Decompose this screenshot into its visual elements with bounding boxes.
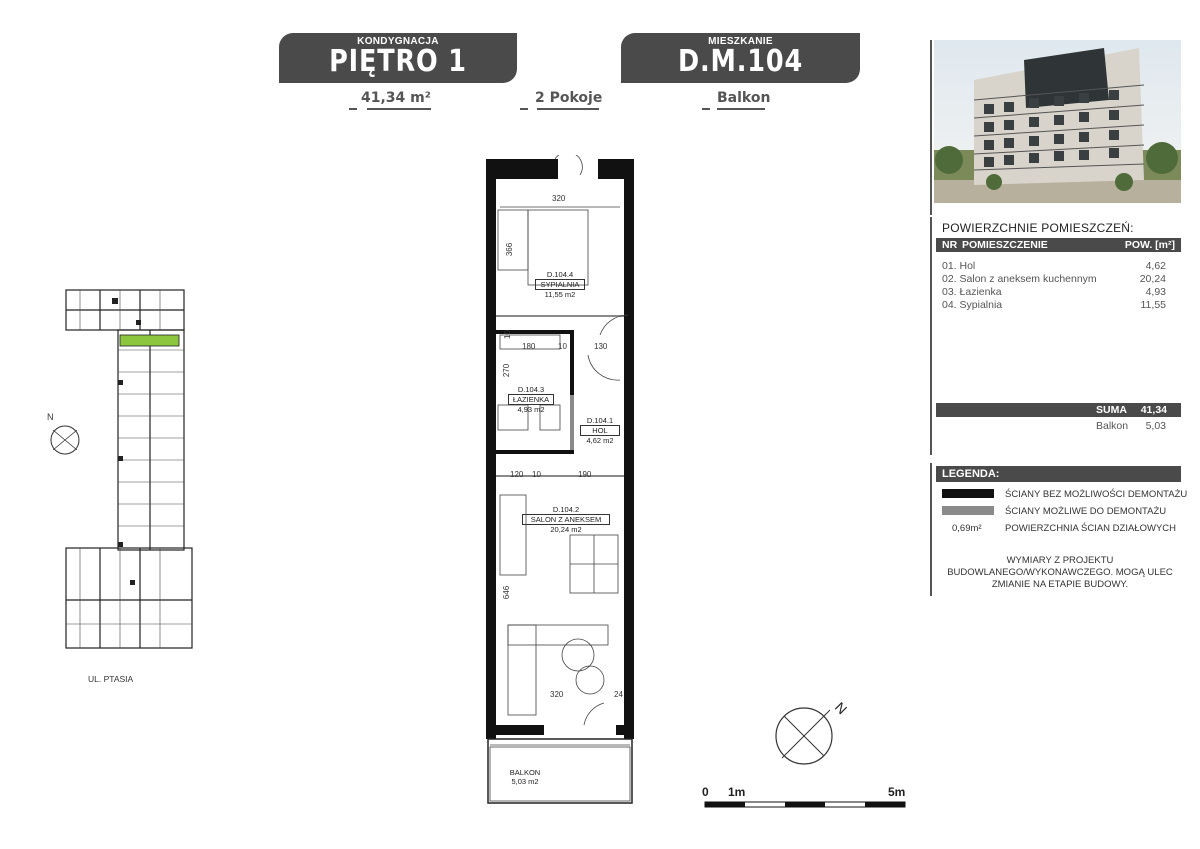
room-name: ŁAZIENKA [508,394,554,405]
floor-tab [279,33,517,83]
dim-label: 10 [502,330,512,339]
row-name: 01. Hol [942,260,976,272]
room-name: SALON Z ANEKSEM [522,514,610,525]
sum-label: SUMA [1096,404,1127,416]
dim-label: 366 [505,242,515,257]
dimensions-note: WYMIARY Z PROJEKTU BUDOWLANEGO/WYKONAWCZEGO. MOGĄ ULEC ZMIANIE NA ETAPIE BUDOWY. [947,555,1173,590]
panel-divider-areas [930,217,932,455]
room-bathroom-label [508,385,554,414]
floor-plan [480,155,640,810]
dim-label: 646 [502,585,512,600]
col-name: POMIESZCZENIE [962,239,1048,251]
room-hall-label [580,416,620,445]
dim-label: 320 [552,194,566,203]
room-bedroom-label [535,270,585,299]
room-name: SYPIALNIA [535,279,585,290]
legend-label-1: ŚCIANY BEZ MOŻLIWOŚCI DEMONTAŻU [1005,489,1188,500]
row-name: 03. Łazienka [942,286,1002,298]
balcony-name: BALKON [509,768,541,777]
row-value: 11,55 [1140,299,1166,311]
dim-label: 24 [614,690,623,699]
row-value: 20,24 [1139,273,1166,285]
site-plan [40,280,200,660]
room-code: D.104.4 [546,270,574,279]
rooms-underline-2 [537,108,599,110]
dim-label: 180 [522,342,536,351]
table-row [942,299,1180,312]
areas-title: POWIERZCHNIE POMIESZCZEŃ: [942,221,1134,235]
panel-divider-legend [930,463,932,596]
unit-value: D.M.104 [677,44,804,79]
legend-title-text: LEGENDA: [942,468,1000,480]
row-value: 4,93 [1145,286,1166,298]
rooms-text: 2 Pokoje [535,90,603,106]
panel-divider-top [930,40,932,215]
dim-label: 270 [502,363,512,378]
scale-label-0: 0 [702,785,709,799]
room-area: 4,62 m2 [586,436,614,445]
sum-bar [936,403,1181,417]
floor-caption: KONDYGNACJA [357,36,439,47]
rooms-underline [520,108,528,110]
row-name: 04. Sypialnia [942,299,1003,311]
dim-label: 130 [594,342,608,351]
areas-table-header [936,238,1181,252]
site-street-label: UL. PTASIA [88,674,134,684]
table-row [942,286,1180,299]
legend-label-2: ŚCIANY MOŻLIWE DO DEMONTAŻU [1005,506,1167,517]
extra-text: Balkon [717,90,771,106]
area-underline [349,108,357,110]
extra-underline [702,108,710,110]
scale-bar [700,798,910,812]
unit-tab [621,33,860,83]
row-value: 4,62 [1145,260,1166,272]
scale-label-1m: 1m [728,785,746,799]
dim-label: 10 [532,470,541,479]
dim-label: 190 [578,470,592,479]
legend-swatch-text: 0,69m² [952,523,982,534]
building-render-image [934,40,1181,203]
legend-title [936,466,1181,482]
room-area: 20,24 m2 [550,525,582,534]
table-row [942,260,1180,273]
north-compass-label: N [831,698,851,718]
site-north-arrow [45,416,85,456]
table-row [942,273,1180,286]
legend-label-3: POWIERZCHNIA ŚCIAN DZIAŁOWYCH [1005,523,1177,534]
balcony-value: 5,03 [1145,420,1166,432]
balcony-label [505,768,545,786]
legend-swatch-gray [942,506,994,515]
dim-label: 320 [550,690,564,699]
room-area: 4,93 m2 [517,405,545,414]
dim-label: 10 [558,342,567,351]
balcony-label: Balkon [1096,420,1129,432]
room-code: D.104.1 [586,416,614,425]
floor-value: PIĘTRO 1 [329,44,467,79]
col-area: POW. [m²] [1124,239,1175,251]
legend-swatch-solid [942,489,994,498]
room-living-label [522,505,610,534]
sum-value: 41,34 [1140,404,1167,416]
scale-label-5m: 5m [888,785,906,799]
room-code: D.104.2 [552,505,580,514]
area-underline-2 [367,108,431,110]
site-north-label: N [47,412,54,422]
balcony-row [942,420,1180,433]
room-area: 11,55 m2 [544,290,576,299]
room-name: HOL [580,425,620,436]
north-compass [770,700,840,770]
area-text: 41,34 m² [361,90,431,106]
extra-underline-2 [717,108,765,110]
balcony-area: 5,03 m2 [511,777,539,786]
col-nr: NR [942,239,958,251]
dim-label: 120 [510,470,524,479]
unit-caption: MIESZKANIE [708,36,773,47]
row-name: 02. Salon z aneksem kuchennym [942,273,1097,285]
room-code: D.104.3 [517,385,545,394]
